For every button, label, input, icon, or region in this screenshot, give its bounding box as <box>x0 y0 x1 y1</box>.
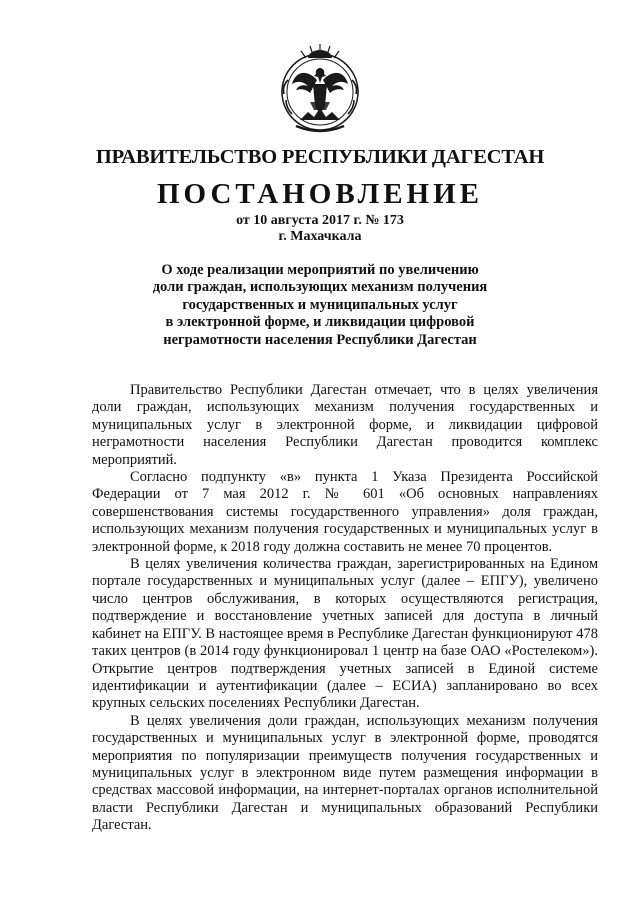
document-city: г. Махачкала <box>278 229 362 244</box>
subject-line: государственных и муниципальных услуг <box>182 296 458 313</box>
document-subject <box>120 262 520 349</box>
coat-of-arms-icon <box>270 40 370 140</box>
subject-line: в электронной форме, и ликвидации цифровой <box>165 314 475 331</box>
body-paragraph: В целях увеличения доли граждан, использующих механизм получения государственных и муниципальных услуг в электронной форме, проводятся мероприятия по популяризации преимуществ получения государственных и муниципальных услуг в электронном виде путем размещения информации в средствах массовой информации, на интернет-порталах органов исполнительной власти Республики Дагестан и муниципальных образований Республики Дагестан. <box>92 712 598 834</box>
body-paragraph: В целях увеличения количества граждан, зарегистрированных на Едином портале государственных и муниципальных услуг (далее – ЕПГУ), увеличено число центров обслуживания, в которых осуществляются регистрация, подтверждение и восстановление учетных записей для доступа в личный кабинет на ЕПГУ. В настоящее время в Республике Дагестан функционируют 478 таких центров (в 2014 году функционировал 1 центр на базе ОАО «Ростелеком»). Открытие центров подтверждения учетных записей в Единой системе идентификации и аутентификации (далее – ЕСИА) запланировано во всех крупных сельских поселениях Республики Дагестан. <box>92 556 598 712</box>
subject-line: неграмотности населения Республики Дагестан <box>163 331 477 348</box>
body-paragraph: Согласно подпункту «в» пункта 1 Указа Президента Российской Федерации от 7 мая 2012 г. № 601 «Об основных направлениях совершенствования системы государственного управления» доля граждан, использующих механизм получения государственных и муниципальных услуг в электронной форме, к 2018 году должна составить не менее 70 процентов. <box>92 469 598 555</box>
document-body <box>92 382 598 835</box>
government-title: ПРАВИТЕЛЬСТВО РЕСПУБЛИКИ ДАГЕСТАН <box>95 146 545 168</box>
body-paragraph: Правительство Республики Дагестан отмечает, что в целях увеличения доли граждан, использующих механизм получения государственных и муниципальных услуг в электронной форме, и ликвидации цифровой неграмотности населения Республики Дагестан проводится комплекс мероприятий. <box>92 382 598 468</box>
document-date-number: от 10 августа 2017 г. № 173 <box>236 213 404 228</box>
subject-line: О ходе реализации мероприятий по увеличению <box>161 262 479 278</box>
subject-line: доли граждан, использующих механизм получения <box>152 279 488 296</box>
document-type-heading: ПОСТАНОВЛЕНИЕ <box>156 178 483 210</box>
